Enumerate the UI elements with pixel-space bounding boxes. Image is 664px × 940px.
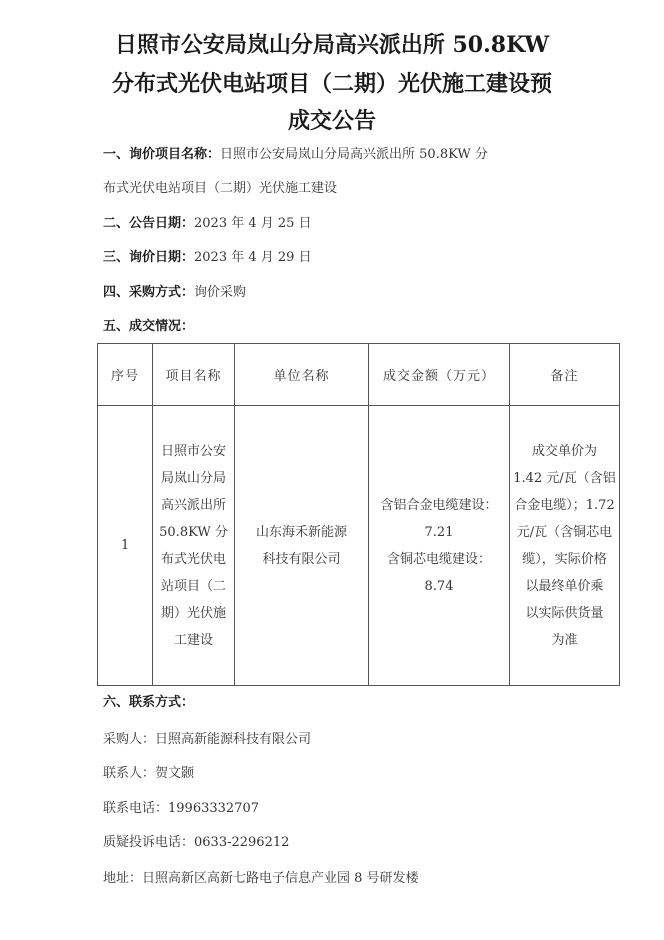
cell-project-line: 高兴派出所 xyxy=(160,497,226,513)
header-index: 序号 xyxy=(98,344,153,406)
cell-project-line: 局岚山分局 xyxy=(160,470,226,486)
contact-phone-label: 联系电话： xyxy=(103,801,169,816)
cell-remark-line: 缆），实际价格 xyxy=(522,551,607,567)
header-remark: 备注 xyxy=(510,344,620,406)
contact-person-value: 贺文颢 xyxy=(155,766,195,781)
contact-heading: 六、联系方式： xyxy=(103,695,195,710)
document-title-line-2: 分布式光伏电站项目（二期）光伏施工建设预 xyxy=(111,71,552,97)
procurement-method-line xyxy=(103,286,246,299)
cell-project-line: 50.8KW 分 xyxy=(159,524,228,540)
address-value: 日照高新区高新七路电子信息产业园 8 号研发楼 xyxy=(142,871,419,886)
buyer-line xyxy=(103,733,311,746)
address-label: 地址： xyxy=(103,871,143,886)
inquiry-date-label: 三、询价日期： xyxy=(103,250,195,265)
cell-amount-line: 7.21 xyxy=(424,524,454,540)
result-table xyxy=(97,343,620,686)
complaint-phone-label: 质疑投诉电话： xyxy=(103,835,195,850)
header-amount: 成交金额（万元） xyxy=(369,344,510,406)
cell-unit-line: 科技有限公司 xyxy=(262,551,341,567)
cell-amount-line: 含铝合金电缆建设： xyxy=(380,497,498,513)
complaint-phone-line xyxy=(103,836,289,849)
cell-project xyxy=(153,406,235,686)
contact-phone-value: 19963332707 xyxy=(168,801,259,816)
cell-remark-line: 以实际供货量 xyxy=(525,605,604,621)
cell-remark-line: 1.42 元/瓦（含铝 xyxy=(513,470,616,486)
document-title-line-3: 成交公告 xyxy=(287,108,376,134)
inquiry-date-value: 2023 年 4 月 29 日 xyxy=(194,250,312,265)
complaint-phone-value: 0633-2296212 xyxy=(194,835,290,850)
cell-unit xyxy=(235,406,369,686)
contact-phone-line xyxy=(103,802,259,815)
project-name-line-1 xyxy=(103,148,488,161)
document-title-line-1: 日照市公安局岚山分局高兴派出所 50.8KW xyxy=(114,32,550,58)
announce-date-line xyxy=(103,217,312,230)
cell-project-line: 期）光伏施 xyxy=(160,605,226,621)
procurement-method-label: 四、采购方式： xyxy=(103,285,195,300)
inquiry-date-line xyxy=(103,251,312,264)
buyer-label: 采购人： xyxy=(103,732,156,747)
cell-amount-line: 8.74 xyxy=(424,578,454,594)
cell-remark-line: 合金电缆）；1.72 xyxy=(514,497,615,513)
cell-project-line: 日照市公安 xyxy=(160,443,226,459)
cell-amount-line: 含铜芯电缆建设： xyxy=(386,551,491,567)
project-name-value: 日照市公安局岚山分局高兴派出所 50.8KW 分 xyxy=(220,147,488,162)
result-heading: 五、成交情况： xyxy=(103,319,195,334)
contact-person-line xyxy=(103,767,194,780)
cell-remark-line: 元/瓦（含铜芯电 xyxy=(516,524,613,540)
announce-date-value: 2023 年 4 月 25 日 xyxy=(194,216,312,231)
cell-remark-line: 为准 xyxy=(551,632,578,648)
cell-project-line: 布式光伏电 xyxy=(160,551,226,567)
cell-unit-line: 山东海禾新能源 xyxy=(255,524,347,540)
cell-amount xyxy=(369,406,510,686)
cell-index: 1 xyxy=(98,406,153,686)
table-row xyxy=(98,406,620,686)
contact-person-label: 联系人： xyxy=(103,766,156,781)
procurement-method-value: 询价采购 xyxy=(194,285,247,300)
cell-remark-line: 成交单价为 xyxy=(531,443,597,459)
announce-date-label: 二、公告日期： xyxy=(103,216,195,231)
project-name-label: 一、询价项目名称： xyxy=(103,147,221,162)
cell-remark-line: 以最终单价乘 xyxy=(525,578,604,594)
cell-project-line: 工建设 xyxy=(173,632,213,648)
table-header-row xyxy=(98,344,620,406)
buyer-value: 日照高新能源科技有限公司 xyxy=(155,732,312,747)
header-project: 项目名称 xyxy=(153,344,235,406)
cell-remark xyxy=(510,406,620,686)
header-unit: 单位名称 xyxy=(235,344,369,406)
address-line xyxy=(103,872,419,885)
project-name-line-2: 布式光伏电站项目（二期）光伏施工建设 xyxy=(103,181,338,196)
cell-project-line: 站项目（二 xyxy=(160,578,226,594)
